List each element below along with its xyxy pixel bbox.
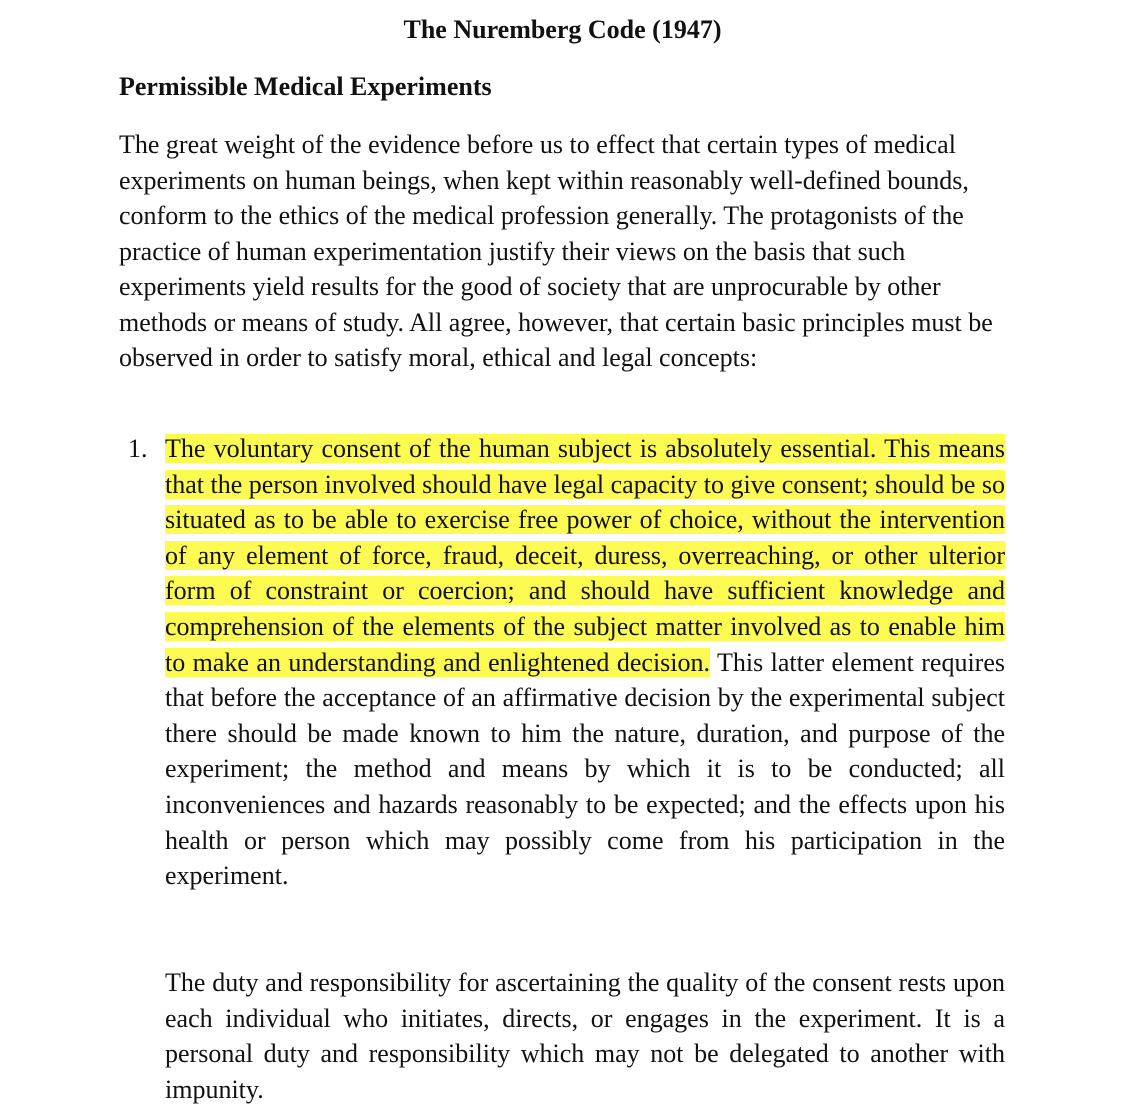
list-item-text (165, 431, 1005, 894)
document-title: The Nuremberg Code (1947) (403, 15, 722, 44)
list-item-continuation: This latter element requires that before the acceptance of an affirmative decision by the experimental subject there should be made known to him the nature, duration, and purpose of the experiment; the method and means by which it is to be conducted; all inconveniences and hazards reasonably to be expected; and the effects upon his health or person which may possibly come from his participation in the experiment. (165, 647, 1005, 891)
highlighted-text: The voluntary consent of the human subject is absolutely essential. This means that the person involved should have legal capacity to give consent; should be so situated as to be able to exercise free power of choice, without the intervention of any element of force, fraud, deceit, duress, overreaching, or other ulterior form of constraint or coercion; and should have sufficient knowledge and comprehension of the elements of the subject matter involved as to enable him to make an understanding and enlightened decision. (165, 434, 1005, 677)
list-item-number: 1. (128, 434, 148, 463)
intro-paragraph: The great weight of the evidence before us to effect that certain types of medical experiments on human beings, when kept within reasonably well-defined bounds, conform to the ethics of the medical profession generally. The protagonists of the practice of human experimentation justify their views on the basis that such experiments yield results for the good of society that are unprocurable by other methods or means of study. All agree, however, that certain basic principles must be observed in order to satisfy moral, ethical and legal concepts: (119, 130, 993, 372)
list-item-paragraph-2: The duty and responsibility for ascertaining the quality of the consent rests upon each individual who initiates, directs, or engages in the experiment. It is a personal duty and responsibility which may not be delegated to another with impunity. (165, 968, 1005, 1104)
section-heading: Permissible Medical Experiments (119, 72, 492, 101)
